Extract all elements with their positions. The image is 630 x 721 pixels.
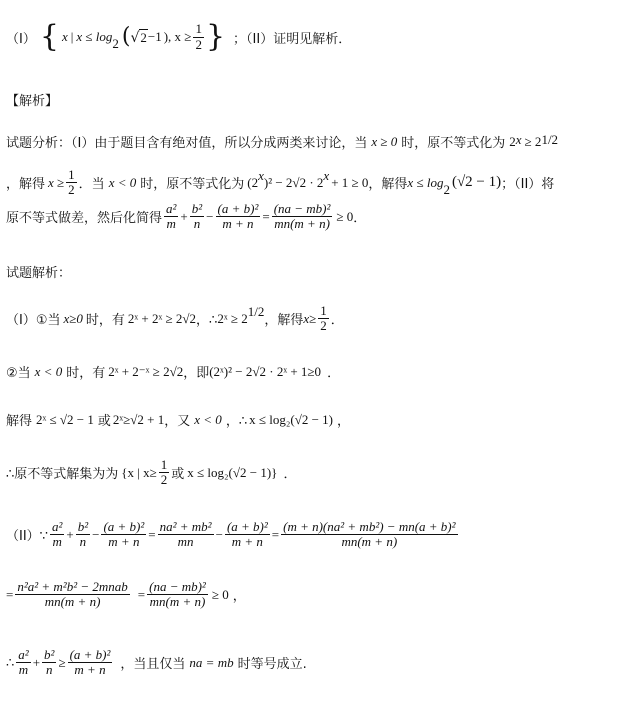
half-fraction [193, 22, 204, 52]
math: 2ˣ≥√2 + 1 [112, 411, 165, 427]
minus-one: −1 [147, 29, 162, 44]
analysis-line-1 [6, 132, 558, 151]
text: 时，原不等式化为 [140, 177, 245, 193]
frac-den: m [166, 216, 176, 232]
text: 解得 [6, 414, 33, 429]
frac-num: 1 [68, 167, 75, 182]
frac-den: m + n [108, 534, 140, 550]
frac-num: b² [44, 647, 55, 662]
math: {x | x≥ [121, 464, 157, 480]
solution-line-3 [6, 410, 350, 429]
frac-num: 1 [195, 21, 202, 37]
fraction [216, 202, 261, 232]
frac-num: a² [51, 519, 63, 534]
math: ≥ 0 [211, 586, 229, 602]
op: = [137, 586, 146, 602]
frac-den: mn(m + n) [341, 534, 398, 550]
frac-den: m [52, 534, 62, 550]
fraction [76, 520, 90, 550]
text: 时，有 [66, 366, 106, 381]
math: x ≤ log₂(√2 − 1) [249, 411, 333, 427]
math: (2ˣ)² − 2√2 · 2ˣ + 1≥0 [209, 363, 322, 379]
text: ②当 [6, 366, 31, 381]
text: 时等号成立. [237, 657, 307, 673]
frac-num: n²a² + m²b² − 2mnab [17, 579, 128, 594]
fraction [158, 520, 214, 550]
solution-line-2 [6, 362, 340, 381]
math: (2 [247, 174, 259, 190]
frac-den: 2 [320, 318, 327, 334]
op: − [215, 526, 223, 542]
frac-den: m + n [222, 216, 254, 232]
answer-line [6, 19, 352, 54]
part2-line-1 [6, 520, 460, 550]
x-ge: ), x ≥ [163, 29, 192, 44]
frac-num: (a + b)² [103, 519, 145, 534]
frac-den: m [18, 662, 29, 678]
sup: 1/2 [247, 304, 265, 319]
text: 试题分析：（I）由于题目含有绝对值，所以分成两类来讨论，当 [6, 136, 368, 151]
text: ∴原不等式解集为为 [6, 467, 119, 483]
text: ；（II）将 [501, 177, 555, 193]
fraction [66, 168, 77, 198]
math: x ≥ [48, 174, 65, 190]
fraction [159, 458, 170, 488]
sup: x [323, 168, 330, 183]
frac-num: (m + n)(na² + mb²) − mn(a + b)² [283, 519, 456, 534]
text: ，又 [164, 414, 191, 429]
frac-den: 2 [195, 36, 202, 52]
op: = [148, 526, 156, 542]
part2-line-3 [6, 648, 307, 678]
therefore: ∴ [6, 654, 15, 670]
frac-num: 1 [160, 457, 168, 472]
text: ． [327, 366, 341, 381]
math: x < 0 [34, 363, 63, 379]
math: x≥ [303, 310, 317, 326]
fraction [225, 520, 270, 550]
math: 2ˣ ≥ 2 [217, 310, 248, 326]
text: 时，有 [85, 313, 125, 329]
op: ≥ [58, 654, 66, 670]
text: 时，原不等式化为 [401, 136, 506, 151]
text: ． [353, 211, 367, 227]
fraction [15, 580, 129, 610]
text: ， [337, 414, 351, 429]
analysis-heading: 【解析】 [6, 94, 59, 109]
math: na = mb [189, 654, 234, 670]
paren-open: ( [121, 24, 131, 49]
fraction [42, 648, 56, 678]
math: ≥ 2 [524, 133, 542, 149]
math: x ≤ log₂(√2 − 1)} [187, 464, 278, 480]
op: − [92, 526, 100, 542]
solution-line-4 [6, 458, 296, 488]
text: ，即 [183, 366, 210, 381]
analysis-line-2 [6, 168, 554, 198]
right-brace: } [205, 19, 226, 54]
fraction [68, 648, 113, 678]
set-bar: | [70, 29, 74, 44]
frac-den: m + n [74, 662, 106, 678]
frac-num: (na − mb)² [149, 579, 206, 594]
math: x ≥ 0 [371, 133, 398, 149]
frac-num: 1 [320, 303, 327, 318]
fraction [281, 520, 457, 550]
frac-num: (a + b)² [69, 647, 111, 662]
fraction [101, 520, 146, 550]
frac-den: 2 [68, 182, 75, 198]
frac-den: mn(m + n) [44, 594, 101, 610]
frac-num: na² + mb² [159, 519, 212, 534]
solution-line-1 [6, 304, 344, 334]
op: − [206, 208, 214, 224]
sup: 1/2 [541, 132, 559, 147]
left-brace: { [39, 19, 59, 54]
math: x < 0 [194, 411, 222, 427]
math: 2 [509, 133, 516, 149]
frac-den: mn(m + n) [274, 216, 330, 232]
frac-den: n [193, 216, 201, 232]
text: （II）∵ [6, 529, 48, 545]
math: )² − 2√2 · 2 [263, 174, 324, 190]
solution-heading: 试题解析： [6, 266, 72, 281]
part2-line-2 [6, 580, 246, 610]
analysis-line-3 [6, 202, 366, 232]
op: + [32, 654, 41, 670]
part1-label: （I） [6, 31, 36, 47]
op: = [6, 586, 14, 602]
frac-num: a² [166, 201, 177, 216]
set-condition: x ≤ log [76, 29, 113, 44]
frac-num: (a + b)² [217, 201, 259, 216]
sub: 2 [443, 181, 450, 197]
math: 2ˣ + 2⁻ˣ ≥ 2√2 [108, 363, 184, 379]
frac-den: m + n [231, 534, 263, 550]
fraction [190, 202, 204, 232]
frac-den: n [45, 662, 53, 678]
text: ，解得 [368, 177, 408, 193]
math: 2ˣ + 2ˣ ≥ 2√2 [127, 310, 197, 326]
text: ，解得 [264, 313, 304, 329]
text: ，∴ [196, 313, 218, 329]
fraction [16, 648, 30, 678]
fraction [50, 520, 64, 550]
frac-num: (a + b)² [226, 519, 268, 534]
math: 2ˣ ≤ √2 − 1 [36, 411, 94, 427]
sqrt-arg: 2 [140, 29, 147, 45]
text: 或 [97, 414, 111, 429]
text: ， [232, 589, 246, 605]
frac-num: b² [191, 201, 203, 216]
answer-tail: ；（II）证明见解析． [233, 31, 352, 47]
frac-den: 2 [160, 472, 168, 488]
op: + [180, 208, 188, 224]
text: 或 [171, 467, 185, 483]
frac-num: b² [77, 519, 89, 534]
math: + 1 ≥ 0 [331, 174, 369, 190]
math: (√2 − 1) [451, 174, 502, 191]
text: ． [330, 313, 344, 329]
math: x < 0 [108, 174, 137, 190]
frac-num: a² [18, 647, 29, 662]
math: x ≤ log [407, 174, 444, 190]
text: ，当且仅当 [120, 657, 186, 673]
text: （I）①当 [6, 313, 61, 329]
sqrt: √ 2 [130, 29, 147, 46]
sup: x [515, 132, 522, 147]
op: + [66, 526, 74, 542]
fraction [318, 304, 329, 334]
text: ．当 [78, 177, 105, 193]
frac-den: n [79, 534, 87, 550]
set-var: x [61, 29, 68, 44]
fraction [272, 202, 333, 232]
sup: x [258, 168, 264, 183]
fraction [164, 202, 178, 232]
op: = [262, 208, 270, 224]
fraction [147, 580, 208, 610]
frac-den: mn [177, 534, 194, 550]
math: x≥0 [63, 310, 83, 326]
op: = [271, 526, 280, 542]
text: ． [283, 467, 297, 483]
frac-num: (na − mb)² [273, 201, 331, 216]
math: ≥ 0 [336, 208, 354, 224]
log-base: 2 [112, 36, 119, 51]
text: ，解得 [6, 177, 46, 193]
text: 原不等式做差，然后化简得 [6, 211, 163, 227]
text: ，∴ [225, 414, 248, 429]
frac-den: mn(m + n) [149, 594, 206, 610]
